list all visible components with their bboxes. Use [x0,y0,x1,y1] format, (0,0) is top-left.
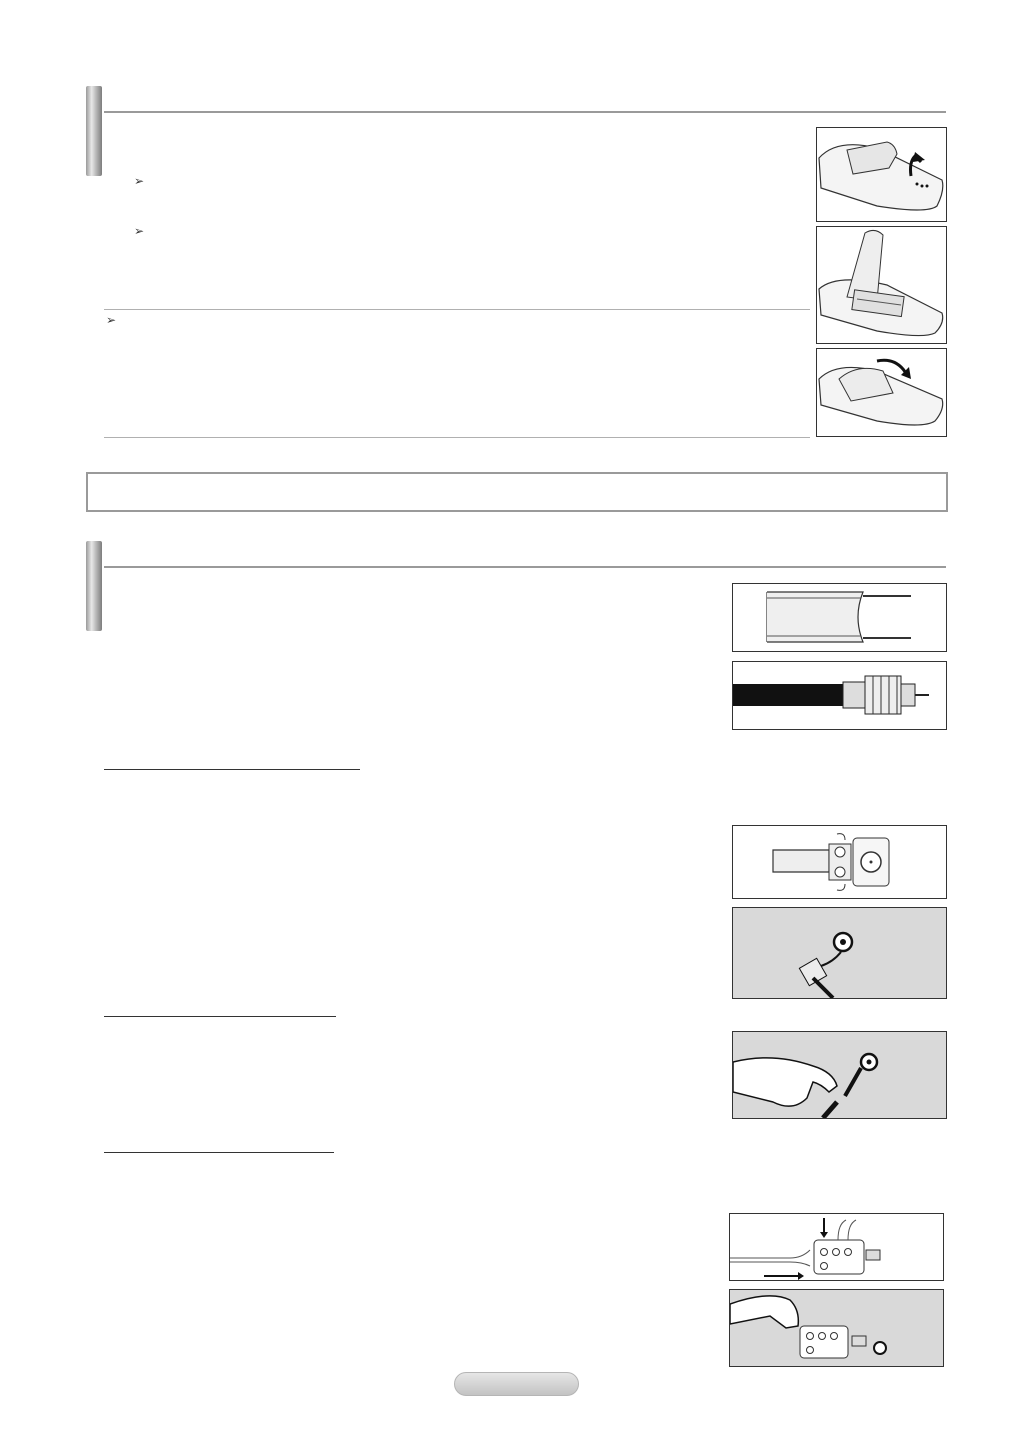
twin-lead-cable-icon [732,583,947,652]
adapter-screw-icon [732,825,947,899]
coaxial-cable-icon [732,661,947,730]
subheading-underline [104,769,360,770]
section-marker-remote [86,86,102,176]
note-box [86,472,948,512]
remote-battery-insert-icon [816,226,947,344]
section-rule-antenna [104,566,946,568]
subheading-underline [104,1152,334,1153]
note-arrow-icon: ➢ [134,224,145,238]
note-divider-top [104,309,810,310]
page-number [454,1372,579,1396]
note-arrow-icon: ➢ [106,313,117,327]
remote-cover-close-icon [816,348,947,437]
ant-in-terminal-icon [732,907,947,999]
section-marker-antenna [86,541,102,631]
subheading-underline [104,1016,336,1017]
splitter-hand-icon [729,1289,944,1367]
section-rule-remote [104,111,946,113]
note-divider-bottom [104,437,810,438]
splitter-top-icon [729,1213,944,1281]
note-arrow-icon: ➢ [134,174,145,188]
hand-connect-icon [732,1031,947,1119]
remote-cover-open-icon [816,127,947,222]
